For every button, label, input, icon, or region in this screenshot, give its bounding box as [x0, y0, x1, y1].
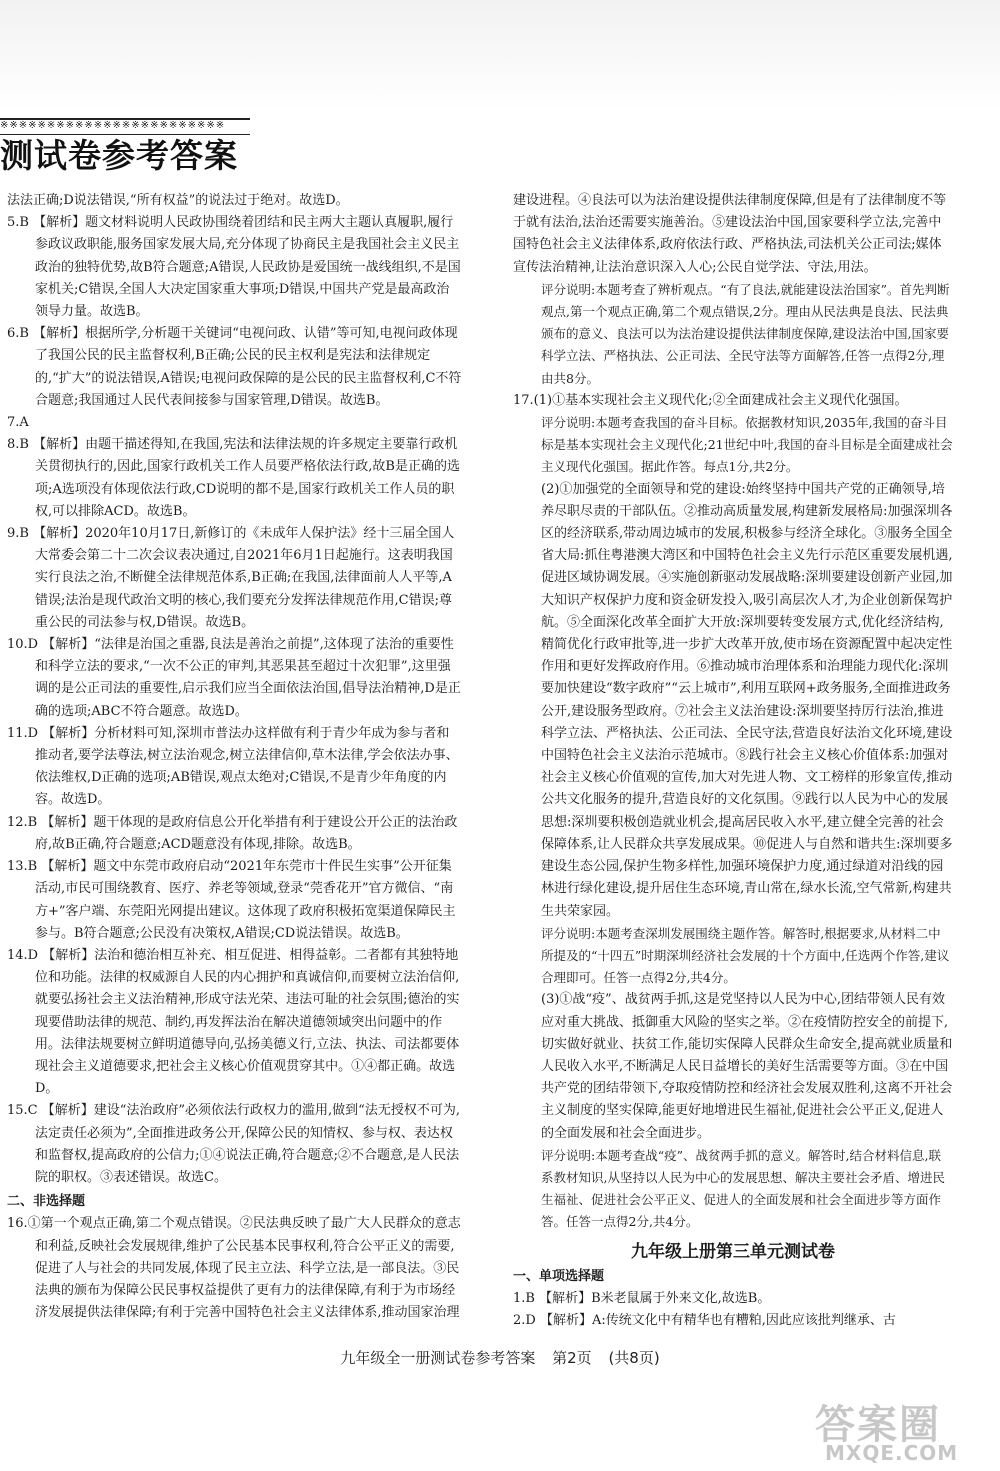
answer-item: 8.B 【解析】由题干描述得知,在我国,宪法和法律法规的许多规定主要靠行政机关贯彻执行的,因此,国家行政机关工作人员要严格依法行政,故B是正确的选项;A选项没有体现依法行政,CD说明的都不是,国家行政机关工作人员的职权,可以排除ACD。故选B。: [7, 437, 460, 519]
right-column: [513, 190, 953, 1332]
answer-item: 2.D 【解析】A:传统文化中有精华也有糟粕,因此应该批判继承、古: [513, 1312, 896, 1328]
answer-item: 15.C 【解析】建设“法治政府”必须依法行政权力的滥用,做到“法无授权不可为,法定责任必须为”,全面推进政务公开,保障公民的知情权、参与权、表达权和监督权,提高政府的公信力;①④说法正确,符合题意;②不合题意,是人民法院的职权。③表述错误。故选C。: [7, 1103, 460, 1185]
answer-item: 13.B 【解析】题文中东莞市政府启动“2021年东莞市十件民生实事”公开征集活动,市民可围绕教育、医疗、养老等领域,登录“莞香花开”官方微信、“南方+”客户端、东莞阳光网提出建议。这体现了政府积极拓宽渠道保障民主参与。B符合题意;公民没有决策权,A错误;CD说法错误。故选B。: [7, 859, 456, 941]
answer-item: 9.B 【解析】2020年10月17日,新修订的《未成年人保护法》经十三届全国人大常委会第二十二次会议表决通过,自2021年6月1日起施行。这表明我国实行良法之治,不断健全法律规范体系,B正确;在我国,法律面前人人平等,A错误;法治是现代政治文明的核心,我们要充分发挥法律规范作用,C错误;尊重公民的司法参与权,D错误。故选B。: [7, 526, 455, 630]
answer-item: 14.D 【解析】法治和德治相互补充、相互促进、相得益彰。二者都有其独特地位和功能。法律的权威源自人民的内心拥护和真诚信仰,而要树立法治信仰,就要弘扬社会主义法治精神,形成守法光荣、违法可耻的社会氛围;德治的实现要借助法律的规范、制约,再发挥法治在解决道德领域突出问题中的作用。法律法规要树立鲜明道德导向,弘扬美德义行,立法、执法、司法都要体现社会主义道德要求,把社会主义核心价值观贯穿其中。①④都正确。故选D。: [7, 947, 460, 1097]
page-header: [0, 118, 250, 180]
sub-answer: (3)①战“疫”、战贫两手抓,这是党坚持以人民为中心,团结带领人民有效应对重大挑战、抵御重大风险的坚实之举。②在疫情防控安全的前提下,切实做好就业、扶贫工作,能切实保障人民群众生命安全,提高就业质量和人民收入水平,不断满足人民日益增长的美好生活需要等方面。③在中国共产党的团结带领下,夺取疫情防控和经济社会发展双胜利,这离不开社会主义制度的坚实保障,能更好地增进民生福祉,促进社会公平正义,促进人的全面发展和社会全面进步。: [541, 992, 953, 1141]
scoring-note: 评分说明:本题考查了辨析观点。“有了良法,就能建设法治国家”。首先判断观点,第一个观点正确,第二个观点错误,2分。理由从民法典是良法、民法典颁布的意义、良法可以为法治建设提供法律制度保障,建设法治中国,国家要科学立法、严格执法、公正司法、全民守法等方面解答,任答一点得2分,理由共8分。: [541, 281, 950, 386]
header-title: 测试卷参考答案: [0, 136, 238, 175]
scan-shade: [0, 0, 1000, 110]
footer-page: 第2页: [552, 1349, 592, 1367]
footer-total: (共8页): [608, 1349, 660, 1367]
scoring-note: 评分说明:本题考查我国的奋斗目标。依据教材知识,2035年,我国的奋斗目标是基本实现社会主义现代化;21世纪中叶,我国的奋斗目标是全面建成社会主义现代化强国。据此作答。每点1分,共2分。: [541, 415, 953, 475]
watermark-logo: [815, 1393, 995, 1467]
watermark-text: 答案圈: [815, 1402, 941, 1448]
answer-item: 16.①第一个观点正确,第二个观点错误。②民法典反映了最广大人民群众的意志和利益,反映社会发展规律,维护了公民基本民事权利,符合公平正义的需要,促进了人与社会的共同发展,体现了民主立法、科学立法,是一部良法。③民法典的颁布为保障公民民事权益提供了更有力的法律保障,有利于为市场经济发展提供法律保障;有利于完善中国特色社会主义法律体系,推动国家治理: [7, 1216, 461, 1321]
answer-item: 17.(1)①基本实现社会主义现代化;②全面建成社会主义现代化强国。: [513, 392, 908, 408]
left-column: [7, 190, 462, 1324]
paragraph: 建设进程。④良法可以为法治建设提供法律制度保障,但是有了法律制度不等于就有法治,法治还需要实施善治。⑤建设法治中国,国家要科学立法,完善中国特色社会主义法律体系,政府依法行政、严格执法,司法机关公正司法;媒体宣传法治精神,让法治意识深入人心;公民自觉学法、守法,用法。: [513, 193, 947, 275]
page-footer: [0, 1347, 1000, 1368]
footer-label: 九年级全一册测试卷参考答案: [340, 1349, 536, 1367]
scoring-note: 评分说明:本题考查战“疫”、战贫两手抓的意义。解答时,结合材料信息,联系教材知识,从坚持以人民为中心的发展思想、解决主要社会矛盾、增进民生福祉、促进社会公平正义、促进人的全面发展和社会全面进步等方面作答。任答一点得2分,共4分。: [541, 1147, 945, 1230]
unit-title: 九年级上册第三单元测试卷: [631, 1241, 835, 1262]
section-heading: 一、单项选择题: [513, 1268, 605, 1284]
answer-item: 5.B 【解析】题文材料说明人民政协围绕着团结和民主两大主题认真履职,履行参政议政职能,服务国家发展大局,充分体现了协商民主是我国社会主义民主政治的独特优势,故B符合题意;A错误,人民政协是爱国统一战线组织,不是国家机关;C错误,全国人大决定国家重大事项;D错误,中国共产党是最高政治领导力量。故选B。: [7, 215, 461, 320]
answer-item: 11.D 【解析】分析材料可知,深圳市普法办这样做有利于青少年成为参与者和推动者,要学法尊法,树立法治观念,树立法律信仰,草木法律,学会依法办事、依法维权,D正确的选项;AB错误,观点太绝对;C错误,不是青少年角度的内容。故选D。: [7, 725, 459, 808]
scoring-note: 评分说明:本题考查深圳发展围绕主题作答。解答时,根据要求,从材料二中所提及的“十四五”时期深圳经济社会发展的十个方面中,任选两个作答,建议合理即可。任答一点得2分,共4分。: [541, 925, 950, 986]
answer-item: 12.B 【解析】题干体现的是政府信息公开化举措有利于建设公开公正的法治政府,故B正确,符合题意;ACD题意没有体现,排除。故选B。: [7, 814, 458, 852]
answer-item: 6.B 【解析】根据所学,分析题干关键词“电视问政、认错”等可知,电视问政体现了我国公民的民主监督权利,B正确;公民的民主权利是宪法和法律规定的,“扩大”的说法错误,A错误;电视问政保障的是公民的民主监督权利,C不符合题意;我国通过人民代表间接参与国家管理,D错误。故选B。: [7, 326, 462, 408]
answer-item: 10.D 【解析】“法律是治国之重器,良法是善治之前提”,这体现了法治的重要性和科学立法的要求,“一次不公正的审判,其恶果甚至超过十次犯罪”,这里强调的是公正司法的重要性,启示我们应当全面依法治国,倡导法治精神,D是正确的选项;ABC不符合题意。故选D。: [7, 637, 461, 719]
section-heading: 二、非选择题: [7, 1194, 86, 1210]
sub-answer: (2)①加强党的全面领导和党的建设:始终坚持中国共产党的正确领导,培养尽职尽责的干部队伍。②推动高质量发展,构建新发展格局:加强深圳各区的经济联系,带动周边城市的发展,积极参与经济全球化。③服务全国全省大局:抓住粤港澳大湾区和中国特色社会主义先行示范区重要发展机遇,促进区域协调发展。④实施创新驱动发展战略:深圳要建设创新产业园,加大知识产权保护力度和资金研发投入,吸引高层次人才,为企业创新保驾护航。⑤全面深化改革全面扩大开放:深圳要转变发展方式,优化经济结构,精简优化行政审批等,进一步扩大改革开放,使市场在资源配置中起决定性作用和更好发挥政府作用。⑥推动城市治理体系和治理能力现代化:深圳要加快建设“数字政府”“云上城市”,利用互联网+政务服务,全面推进政务公开,建设服务型政府。⑦社会主义法治建设:深圳要坚持厉行法治,推进科学立法、严格执法、公正司法、全民守法,营造良好法治文化环境,建设中国特色社会主义法治示范城市。⑧践行社会主义核心价值体系:加强对社会主义核心价值观的宣传,加大对先进人物、文工榜样的形象宣传,推动公共文化服务的提升,营造良好的文化氛围。⑨践行以人民为中心的发展思想:深圳要积极创造就业机会,提高居民收入水平,建立健全完善的社会保障体系,让人民群众共享发展成果。⑩促进人与自然和谐共生:深圳要多建设生态公园,保护生物多样性,加强环境保护力度,通过绿道对沿线的园林进行绿化建设,提升居住生态环境,青山常在,绿水长流,空气常新,构建共生共荣家园。: [541, 481, 953, 919]
answer-item: 7.A: [7, 415, 29, 431]
answer-item: 1.B 【解析】B米老鼠属于外来文化,故选B。: [513, 1290, 771, 1306]
paragraph: 法法正确;D说法错误,“所有权益”的说法过于绝对。故选D。: [7, 193, 349, 208]
header-ornament: ※※※※※※※※※※※※※※※※※※※※※※※※: [0, 118, 250, 135]
watermark-url: MXQE.COM: [825, 1441, 959, 1465]
